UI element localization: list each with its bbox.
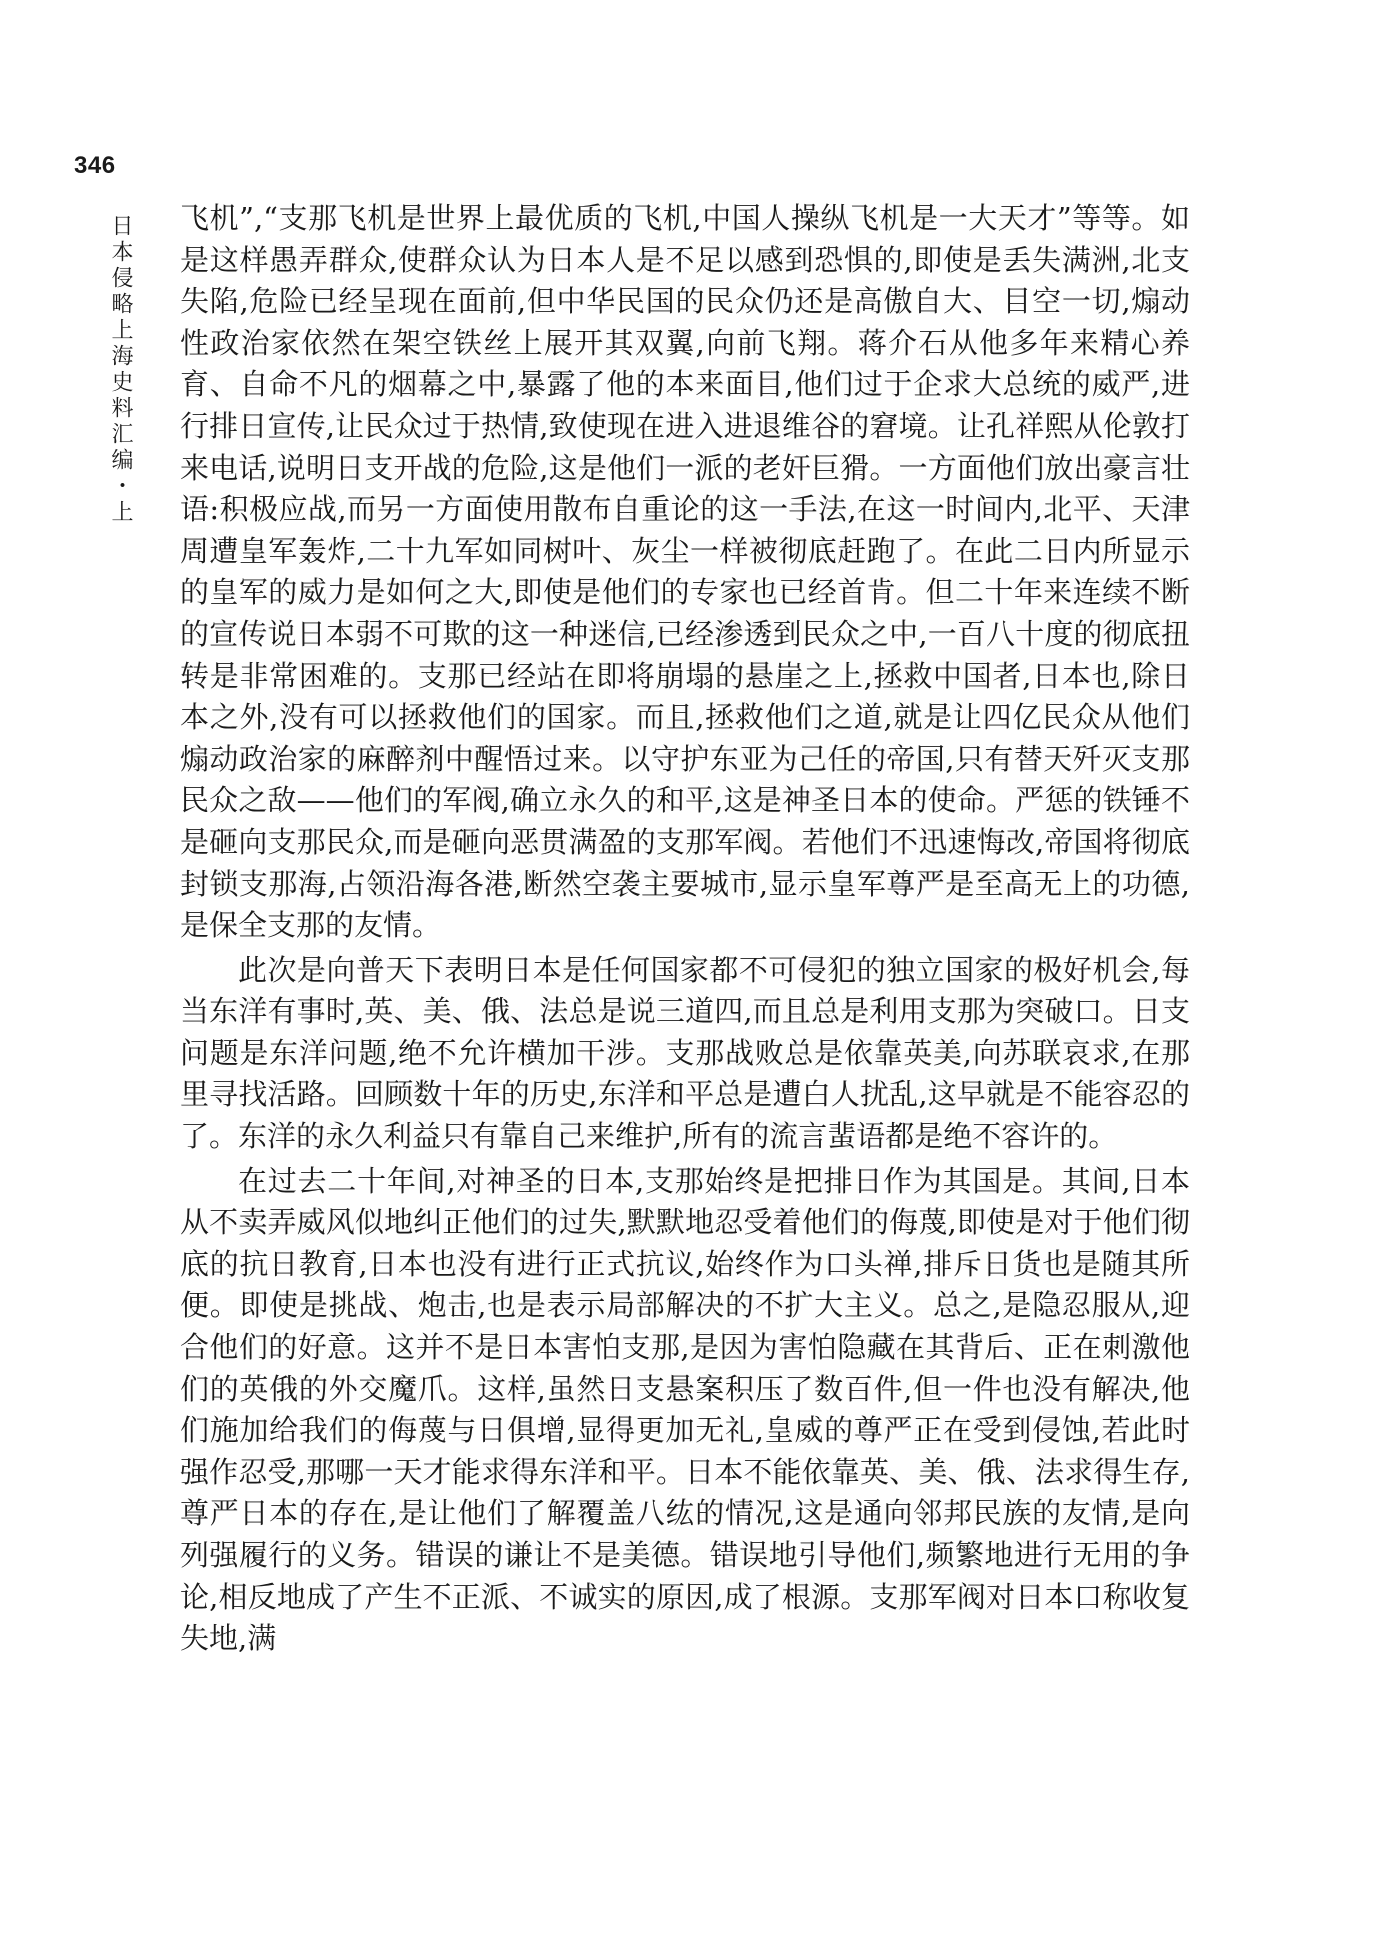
paragraph: 飞机”,“支那飞机是世界上最优质的飞机,中国人操纵飞机是一大天才”等等。如是这样愚弄群众,使群众认为日本人是不足以感到恐惧的,即使是丢失满洲,北支失陷,危险已经呈现在面前,但中华民国的民众仍还是高傲自大、目空一切,煽动性政治家依然在架空铁丝上展开其双翼,向前飞翔。蒋介石从他多年来精心养育、自命不凡的烟幕之中,暴露了他的本来面目,他们过于企求大总统的威严,进行排日宣传,让民众过于热情,致使现在进入进退维谷的窘境。让孔祥熙从伦敦打来电话,说明日支开战的危险,这是他们一派的老奸巨猾。一方面他们放出豪言壮语:积极应战,而另一方面使用散布自重论的这一手法,在这一时间内,北平、天津周遭皇军轰炸,二十九军如同树叶、灰尘一样被彻底赶跑了。在此二日内所显示的皇军的威力是如何之大,即使是他们的专家也已经首肯。但二十年来连续不断的宣传说日本弱不可欺的这一种迷信,已经渗透到民众之中,一百八十度的彻底扭转是非常困难的。支那已经站在即将崩塌的悬崖之上,拯救中国者,日本也,除日本之外,没有可以拯救他们的国家。而且,拯救他们之道,就是让四亿民众从他们煽动政治家的麻醉剂中醒悟过来。以守护东亚为己任的帝国,只有替天歼灭支那民众之敌——他们的军阀,确立永久的和平,这是神圣日本的使命。严惩的铁锤不是砸向支那民众,而是砸向恶贯满盈的支那军阀。若他们不迅速悔改,帝国将彻底封锁支那海,占领沿海各港,断然空袭主要城市,显示皇军尊严是至高无上的功德,是保全支那的友情。 [180,201,1191,943]
running-head: 日本侵略上海史料汇编・上 [108,214,133,526]
page-number: 346 [74,152,116,179]
body-text [180,198,1190,1660]
paragraph: 此次是向普天下表明日本是任何国家都不可侵犯的独立国家的极好机会,每当东洋有事时,英、美、俄、法总是说三道四,而且总是利用支那为突破口。日支问题是东洋问题,绝不允许横加干涉。支那战败总是依靠英美,向苏联哀求,在那里寻找活路。回顾数十年的历史,东洋和平总是遭白人扰乱,这早就是不能容忍的了。东洋的永久利益只有靠自己来维护,所有的流言蜚语都是绝不容许的。 [180,952,1190,1154]
paragraph: 在过去二十年间,对神圣的日本,支那始终是把排日作为其国是。其间,日本从不卖弄威风似地纠正他们的过失,默默地忍受着他们的侮蔑,即使是对于他们彻底的抗日教育,日本也没有进行正式抗议,始终作为口头禅,排斥日货也是随其所便。即使是挑战、炮击,也是表示局部解决的不扩大主义。总之,是隐忍服从,迎合他们的好意。这并不是日本害怕支那,是因为害怕隐藏在其背后、正在刺激他们的英俄的外交魔爪。这样,虽然日支悬案积压了数百件,但一件也没有解决,他们施加给我们的侮蔑与日俱增,显得更加无礼,皇威的尊严正在受到侵蚀,若此时强作忍受,那哪一天才能求得东洋和平。日本不能依靠英、美、俄、法求得生存,尊严日本的存在,是让他们了解覆盖八纮的情况,这是通向邻邦民族的友情,是向列强履行的义务。错误的谦让不是美德。错误地引导他们,频繁地进行无用的争论,相反地成了产生不正派、不诚实的原因,成了根源。支那军阀对日本口称收复失地,满 [180,1163,1191,1656]
